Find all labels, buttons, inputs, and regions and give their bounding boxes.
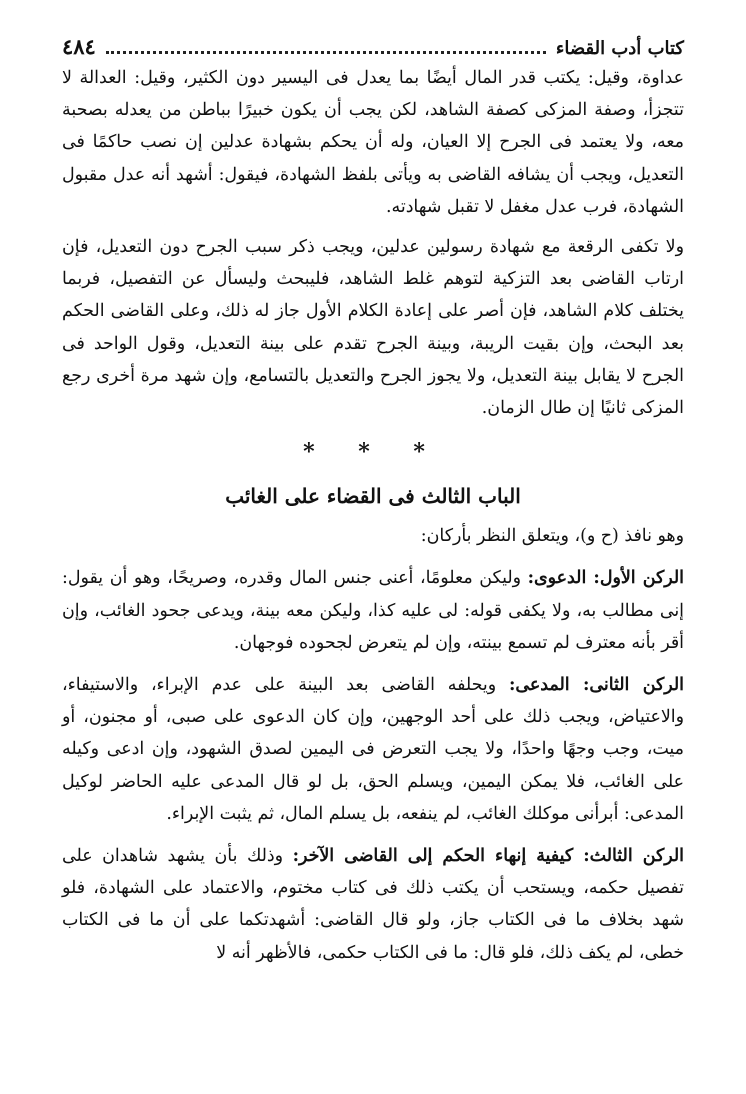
- pillar-1-term: الركن الأول: الدعوى:: [527, 568, 684, 589]
- paragraph-2: ولا تكفى الرقعة مع شهادة رسولين عدلين، ويجب ذكر سبب الجرح دون التعديل، فإن ارتاب القاضى بعد التزكية لتوهم غلط الشاهد، فليبحث وليسأل عن التفصيل، فربما يختلف كلام الشاهد، فإن أصر على إعادة الكلام الأول جاز له ذلك، وعلى القاضى الحكم بعد البحث، وإن بقيت الريبة، وبينة الجرح تقدم على بينة التعديل، وقول الواحد فى الجرح لا يقابل بينة التعديل، ولا يجوز الجرح والتعديل بالتسامع، وإن شهد مرة أخرى رجع المزكى ثانيًا إن طال الزمان.: [62, 237, 684, 419]
- page-number: ٤٨٤: [62, 34, 96, 59]
- section-separator: * * *: [303, 439, 443, 466]
- document-page: [62, 34, 684, 969]
- book-title: كتاب أدب القضاء: [555, 38, 684, 59]
- pillar-3: [62, 840, 684, 969]
- header-dotted-leader: [106, 51, 546, 54]
- running-header: [62, 34, 684, 62]
- pillar-1-text: وليكن معلومًا، أعنى جنس المال وقدره، وصريحًا، وهو أن يقول: إنى مطالب به، ولا يكفى قوله: لى عليه كذا، وليكن معه بينة، ويدعى جحود الغائب، وإن أقر بأنه معترف لم تسمع بينته، وإن لم يتعرض لجحوده فوجهان.: [62, 568, 684, 653]
- paragraph-1: عداوة، وقيل: يكتب قدر المال أيضًا بما يعدل فى اليسير دون الكثير، وقيل: العدالة لا تتجزأ، وصفة المزكى كصفة الشاهد، لكن يجب أن يكون خبيرًا بباطن من يعدله بصحبة معه، ولا يعتمد فى الجرح إلا العيان، وله أن يحكم بشهادة عدلين إن نصب حاكمًا فى التعديل، ويجب أن يشافه القاضى به ويأتى بلفظ الشهادة، فيقول: أشهد أنه عدل مقبول الشهادة، فرب عدل مغفل لا تقبل شهادته.: [62, 68, 684, 217]
- chapter-heading: الباب الثالث فى القضاء على الغائب: [225, 484, 521, 509]
- pillar-3-text: وذلك بأن يشهد شاهدان على تفصيل حكمه، ويستحب أن يكتب ذلك فى كتاب مختوم، والاعتماد على الشهادة، فلو شهد بخلاف ما فى الكتاب جاز، ولو قال القاضى: أشهدتكما على أن ما فى الكتاب خطى، لم يكف ذلك، فلو قال: ما فى الكتاب حكمى، فالأظهر أنه لا: [62, 846, 684, 963]
- pillar-2-term: الركن الثانى: المدعى:: [508, 675, 685, 696]
- pillar-2-text: ويحلفه القاضى بعد البينة على عدم الإبراء، والاستيفاء، والاعتياض، ويجب ذلك على أحد الوجهين، وإن كان الدعوى على صبى، أو مجنون، أو ميت، وجب وجهًا واحدًا، ولا يجب التعرض فى اليمين لصدق الشهود، وإن ادعى وكيله على الغائب، فلا يمكن اليمين، ويسلم الحق، بل لو قال المدعى عليه الحاضر لوكيل المدعى: أبرأنى موكلك الغائب، لم ينفعه، بل يسلم المال، ثم يثبت الإبراء.: [62, 675, 684, 824]
- intro-line: وهو نافذ (ح و)، ويتعلق النظر بأركان:: [420, 526, 684, 547]
- pillar-2: [62, 669, 684, 830]
- pillar-3-term: الركن الثالث: كيفية إنهاء الحكم إلى القاضى الآخر:: [292, 846, 684, 867]
- pillar-1: [62, 562, 684, 659]
